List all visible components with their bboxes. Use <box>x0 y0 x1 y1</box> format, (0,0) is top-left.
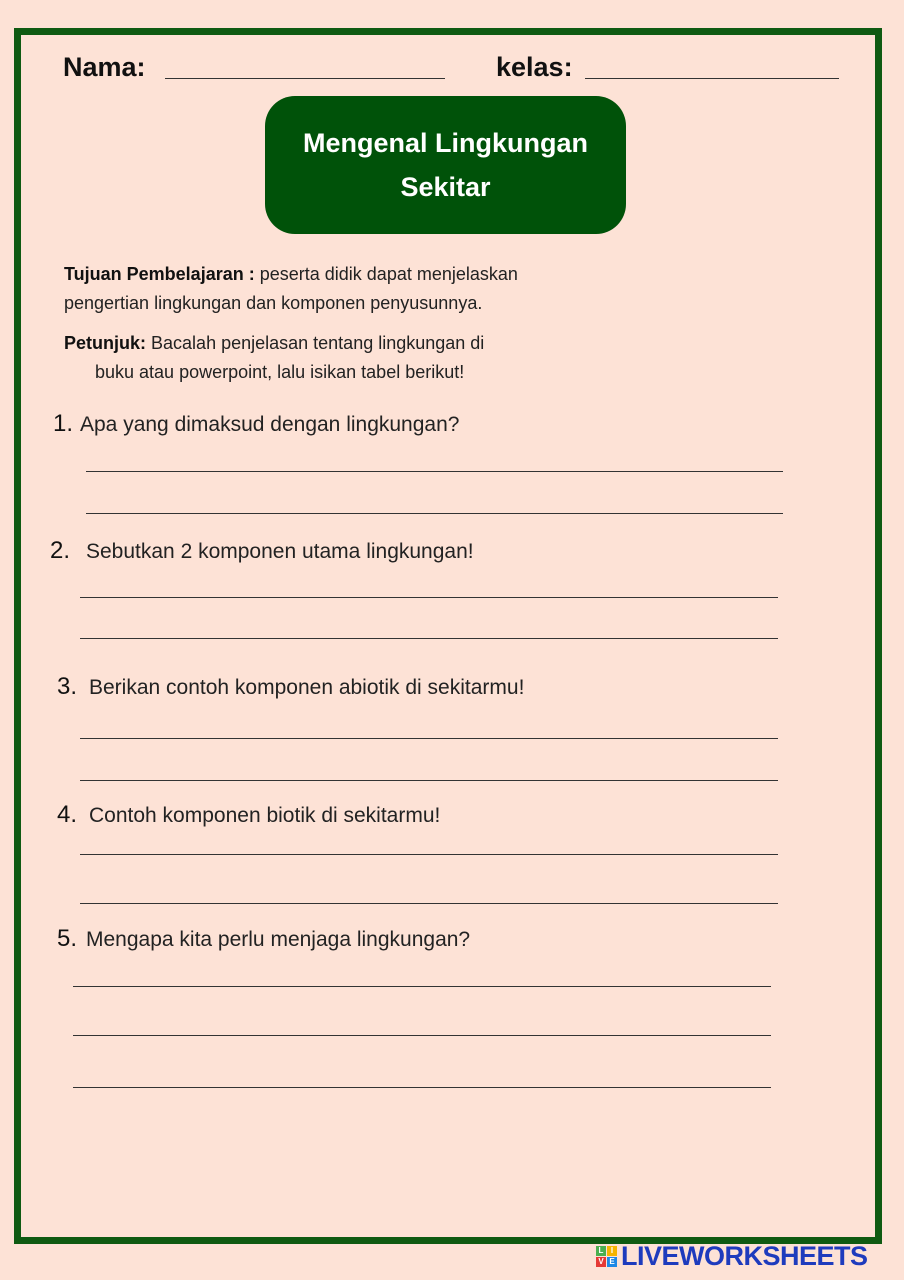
question-number: 3. <box>57 673 78 700</box>
question-text: Berikan contoh komponen abiotik di sekitarmu! <box>89 676 525 699</box>
logo-letter-e: E <box>607 1257 617 1267</box>
instruction-text-1: Bacalah penjelasan tentang lingkungan di <box>151 333 485 353</box>
answer-line-2b[interactable] <box>80 638 778 639</box>
liveworksheets-icon <box>596 1246 617 1267</box>
question-2 <box>50 537 474 565</box>
question-text: Contoh komponen biotik di sekitarmu! <box>89 804 441 827</box>
question-number: 4. <box>57 801 78 828</box>
name-label: Nama: <box>63 52 146 82</box>
question-number: 1. <box>53 410 74 437</box>
question-3 <box>57 673 524 701</box>
answer-line-4a[interactable] <box>80 854 778 855</box>
class-label: kelas: <box>496 52 573 82</box>
objective-label: Tujuan Pembelajaran : <box>64 264 255 284</box>
answer-line-5b[interactable] <box>73 1035 771 1036</box>
question-text: Apa yang dimaksud dengan lingkungan? <box>80 413 460 436</box>
title-line-1: Mengenal Lingkungan <box>302 128 588 158</box>
liveworksheets-logo[interactable] <box>596 1241 868 1272</box>
instructions <box>64 329 484 387</box>
question-4 <box>57 801 440 829</box>
logo-letter-v: V <box>596 1257 606 1267</box>
objective-text-1: peserta didik dapat menjelaskan <box>259 264 518 284</box>
answer-line-2a[interactable] <box>80 597 778 598</box>
brand-text: LIVEWORKSHEETS <box>621 1241 868 1271</box>
instruction-text-2: buku atau powerpoint, lalu isikan tabel berikut! <box>95 362 465 382</box>
instruction-label: Petunjuk: <box>64 333 147 353</box>
answer-line-1b[interactable] <box>86 513 783 514</box>
answer-line-4b[interactable] <box>80 903 778 904</box>
question-5 <box>57 925 470 953</box>
class-field[interactable] <box>585 78 839 79</box>
question-number: 2. <box>50 537 71 564</box>
question-number: 5. <box>57 925 78 952</box>
question-text: Mengapa kita perlu menjaga lingkungan? <box>86 928 471 951</box>
learning-objective <box>64 260 518 318</box>
question-1 <box>53 410 459 438</box>
answer-line-3a[interactable] <box>80 738 778 739</box>
answer-line-5c[interactable] <box>73 1087 771 1088</box>
answer-line-1a[interactable] <box>86 471 783 472</box>
question-text: Sebutkan 2 komponen utama lingkungan! <box>86 540 474 563</box>
answer-line-3b[interactable] <box>80 780 778 781</box>
logo-letter-i: I <box>607 1246 617 1256</box>
objective-text-2: pengertian lingkungan dan komponen penyusunnya. <box>64 293 483 313</box>
answer-line-5a[interactable] <box>73 986 771 987</box>
title-line-2: Sekitar <box>400 172 491 202</box>
logo-letter-l: L <box>596 1246 606 1256</box>
name-field[interactable] <box>165 78 445 79</box>
worksheet-title <box>265 96 626 234</box>
